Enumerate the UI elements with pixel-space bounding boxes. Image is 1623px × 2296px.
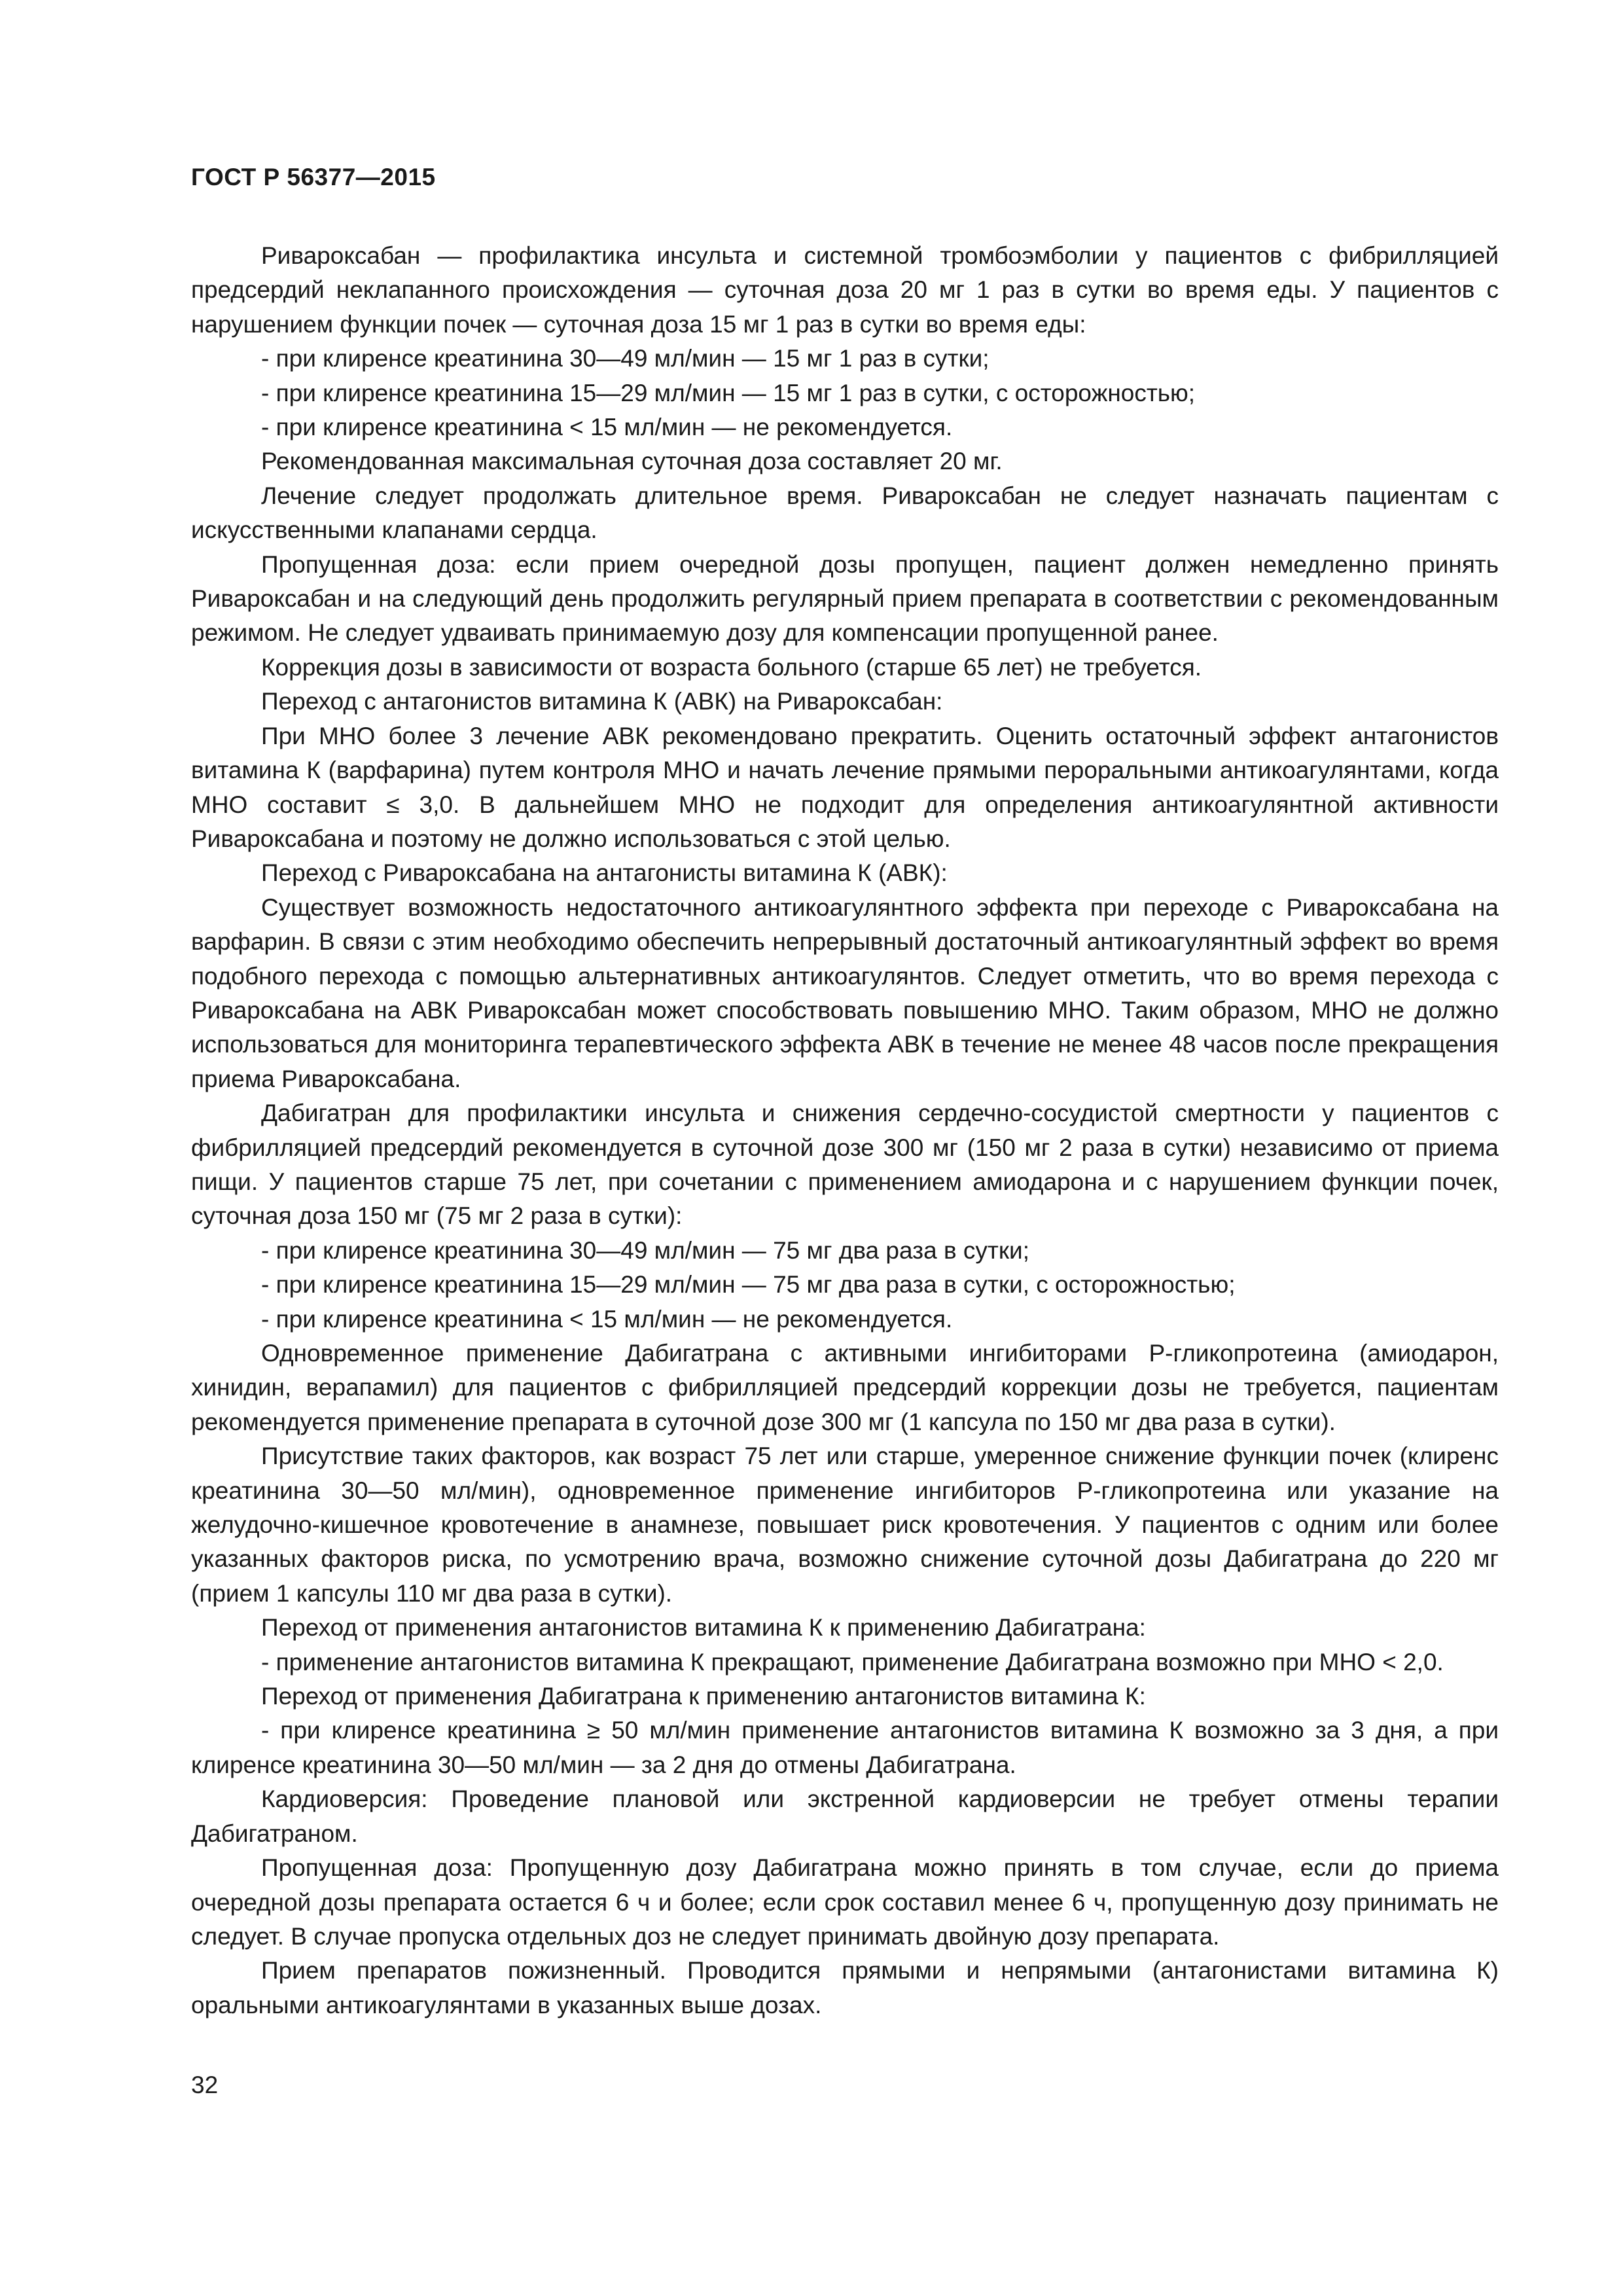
paragraph: Рекомендованная максимальная суточная доза составляет 20 мг.	[261, 448, 1003, 475]
paragraph: Прием препаратов пожизненный. Проводится прямыми и непрямыми (антагонистами витамина К) оральными антикоагулянтами в указанных выше дозах.	[191, 1957, 1499, 2018]
paragraph: Существует возможность недостаточного антикоагулянтного эффекта при переходе с Ривароксабана на варфарин. В связи с этим необходимо обеспечить непрерывный достаточный антикоагулянтный эффект во время подобного перехода с помощью альтернативных антикоагулянтов. Следует отметить, что во время перехода с Ривароксабана на АВК Ривароксабан может способствовать повышению МНО. Таким образом, МНО не должно использоваться для мониторинга терапевтического эффекта АВК в течение не менее 48 часов после прекращения приема Ривароксабана.	[191, 893, 1499, 1092]
paragraph: - при клиренсе креатинина 30—49 мл/мин — 15 мг 1 раз в сутки;	[261, 345, 990, 372]
paragraph: Дабигатран для профилактики инсульта и снижения сердечно-сосудистой смертности у пациентов с фибрилляцией предсердий рекомендуется в суточной дозе 300 мг (150 мг 2 раза в сутки) независимо от приема пищи. У пациентов старше 75 лет, при сочетании с применением амиодарона и с нарушением функции почек, суточная доза 150 мг (75 мг 2 раза в сутки):	[191, 1100, 1499, 1230]
paragraph: - при клиренсе креатинина 15—29 мл/мин — 15 мг 1 раз в сутки, с осторожностью;	[261, 379, 1196, 406]
paragraph: - при клиренсе креатинина ≥ 50 мл/мин применение антагонистов витамина К возможно за 3 дня, а при клиренсе креатинина 30—50 мл/мин — за 2 дня до отмены Дабигатрана.	[191, 1717, 1499, 1778]
paragraph: Пропущенная доза: Пропущенную дозу Дабигатрана можно принять в том случае, если до приема очередной дозы препарата остается 6 ч и более; если срок составил менее 6 ч, пропущенную дозу принимать не следует. В случае пропуска отдельных доз не следует принимать двойную дозу препарата.	[191, 1854, 1499, 1950]
paragraph: Пропущенная доза: если прием очередной дозы пропущен, пациент должен немедленно принять Ривароксабан и на следующий день продолжить регулярный прием препарата в соответствии с рекомендованным режимом. Не следует удваивать принимаемую дозу для компенсации пропущенной ранее.	[191, 550, 1499, 647]
paragraph: Коррекция дозы в зависимости от возраста больного (старше 65 лет) не требуется.	[261, 653, 1202, 681]
paragraph: - при клиренсе креатинина < 15 мл/мин — не рекомендуется.	[261, 414, 953, 441]
paragraph: Ривароксабан — профилактика инсульта и системной тромбоэмболии у пациентов с фибрилляцией предсердий неклапанного происхождения — суточная доза 20 мг 1 раз в сутки во время еды. У пациентов с нарушением функции почек — суточная доза 15 мг 1 раз в сутки во время еды:	[191, 242, 1499, 338]
paragraph: При МНО более 3 лечение АВК рекомендовано прекратить. Оценить остаточный эффект антагонистов витамина К (варфарина) путем контроля МНО и начать лечение прямыми пероральными антикоагулянтами, когда МНО составит ≤ 3,0. В дальнейшем МНО не подходит для определения антикоагулянтной активности Ривароксабана и поэтому не должно использоваться с этой целью.	[191, 722, 1499, 852]
page-number: 32	[191, 2072, 219, 2098]
paragraph: Переход от применения Дабигатрана к применению антагонистов витамина К:	[261, 1683, 1146, 1710]
paragraph: - при клиренсе креатинина 15—29 мл/мин — 75 мг два раза в сутки, с осторожностью;	[261, 1271, 1236, 1299]
paragraph: Переход с антагонистов витамина К (АВК) на Ривароксабан:	[261, 688, 943, 715]
paragraph: - применение антагонистов витамина К прекращают, применение Дабигатрана возможно при МНО < 2,0.	[261, 1648, 1444, 1676]
paragraph: Лечение следует продолжать длительное время. Ривароксабан не следует назначать пациентам с искусственными клапанами сердца.	[191, 482, 1499, 544]
paragraph: - при клиренсе креатинина 30—49 мл/мин — 75 мг два раза в сутки;	[261, 1236, 1029, 1264]
paragraph: Присутствие таких факторов, как возраст 75 лет или старше, умеренное снижение функции почек (клиренс креатинина 30—50 мл/мин), одновременное применение ингибиторов Р-гликопротеина или указание на желудочно-кишечное кровотечение в анамнезе, повышает риск кровотечения. У пациентов с одним или более указанных факторов риска, по усмотрению врача, возможно снижение суточной дозы Дабигатрана до 220 мг (прием 1 капсулы 110 мг два раза в сутки).	[191, 1443, 1499, 1607]
document-code-header: ГОСТ Р 56377—2015	[191, 164, 436, 190]
body-text	[191, 239, 1499, 2022]
paragraph: - при клиренсе креатинина < 15 мл/мин — не рекомендуется.	[261, 1305, 953, 1333]
paragraph: Переход от применения антагонистов витамина К к применению Дабигатрана:	[261, 1614, 1146, 1641]
paragraph: Кардиоверсия: Проведение плановой или экстренной кардиоверсии не требует отмены терапии Дабигатраном.	[191, 1785, 1499, 1847]
paragraph: Одновременное применение Дабигатрана с активными ингибиторами Р-гликопротеина (амиодарон, хинидин, верапамил) для пациентов с фибрилляцией предсердий коррекции дозы не требуется, пациентам рекомендуется применение препарата в суточной дозе 300 мг (1 капсула по 150 мг два раза в сутки).	[191, 1340, 1499, 1435]
paragraph: Переход с Ривароксабана на антагонисты витамина К (АВК):	[261, 859, 948, 887]
